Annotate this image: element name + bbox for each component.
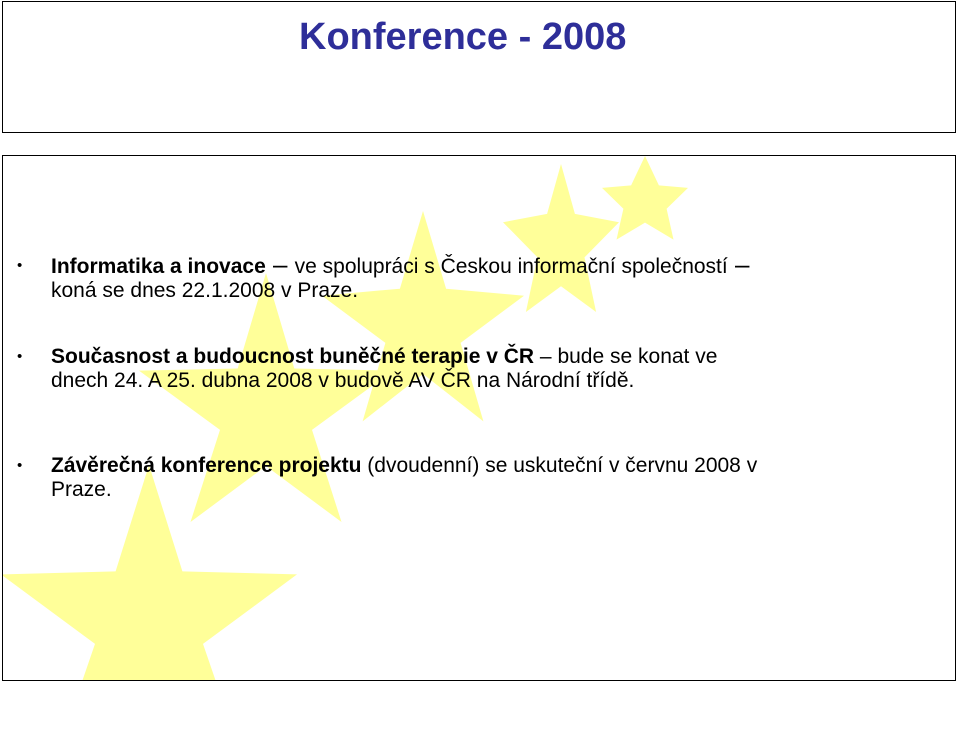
dash: –: [265, 249, 295, 279]
bullet-icon: •: [17, 457, 23, 474]
bullet-text-line2: dnech 24. A 25. dubna 2008 v budově AV ČR na Národní třídě.: [51, 369, 635, 392]
bullet-text-line2: Praze.: [51, 478, 112, 501]
list-item: [17, 249, 951, 303]
bullet-heading: Současnost a budoucnost buněčné terapie v ČR: [51, 345, 535, 368]
dash: –: [534, 345, 558, 368]
dash: –: [727, 249, 750, 279]
bullet-list: [3, 156, 956, 681]
bullet-heading: Informatika a inovace: [51, 255, 266, 278]
bullet-text: (dvoudenní) se uskuteční v červnu 2008 v: [361, 454, 758, 477]
list-item: [17, 345, 951, 393]
bullet-heading: Závěrečná konference projektu: [51, 454, 362, 477]
content-box: [2, 155, 956, 681]
bullet-icon: •: [17, 348, 23, 365]
bullet-text: ve spolupráci s Českou informační společností: [294, 255, 728, 278]
bullet-icon: •: [17, 257, 23, 274]
page-title: Konference - 2008: [299, 16, 627, 58]
bullet-text-line2: koná se dnes 22.1.2008 v Praze.: [51, 279, 359, 302]
title-box: [2, 1, 956, 133]
list-item: [17, 454, 951, 502]
bullet-text: bude se konat ve: [557, 345, 718, 368]
